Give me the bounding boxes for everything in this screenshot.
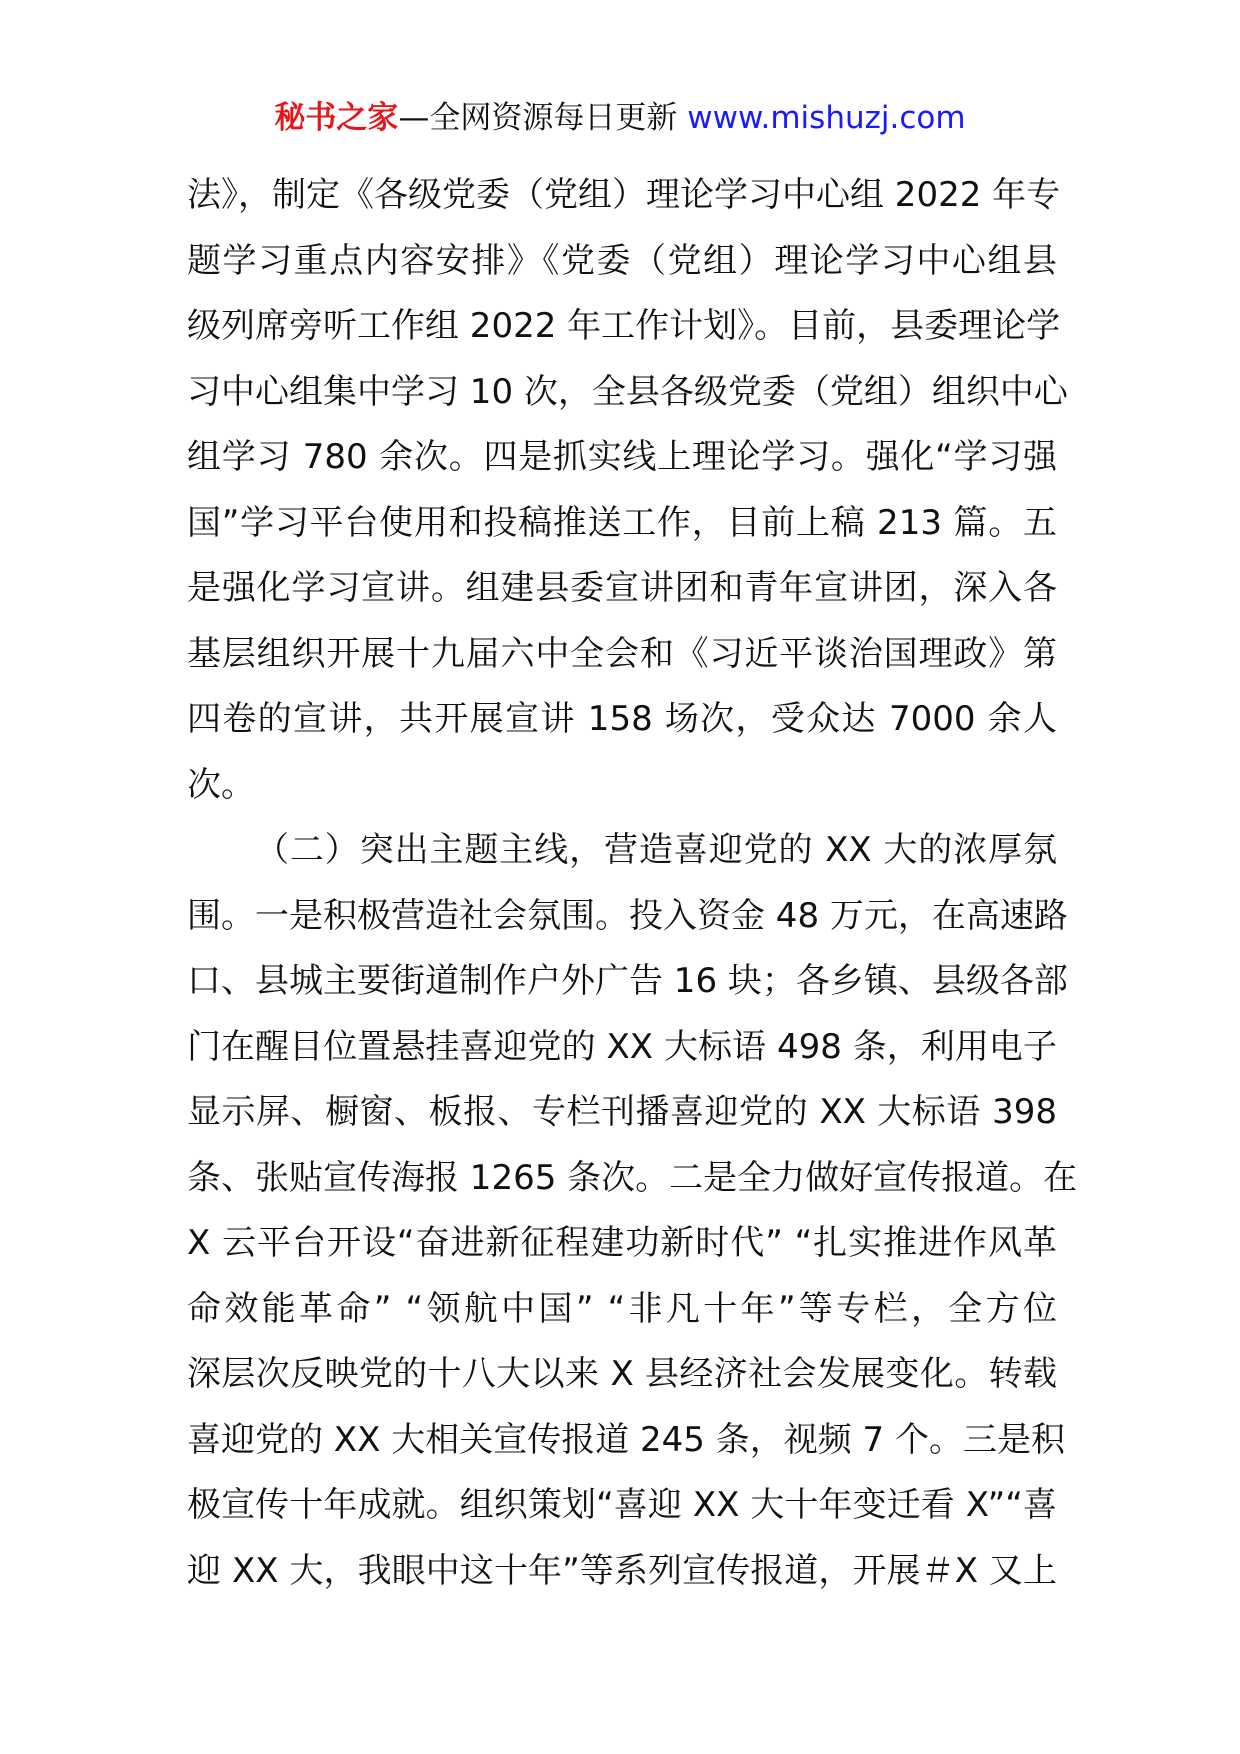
text-line: 法》，制定《各级党委（党组）理论学习中心组 2022 年专 (187, 175, 1061, 215)
text-line: 级列席旁听工作组 2022 年工作计划》。目前，县委理论学 (187, 306, 1061, 346)
text-line: 深层次反映党的十八大以来 X 县经济社会发展变化。转载 (187, 1354, 1057, 1394)
text-line: 围。一是积极营造社会氛围。投入资金 48 万元，在高速路 (187, 895, 1068, 936)
text-line: 是强化学习宣讲。组建县委宣讲团和青年宣讲团，深入各 (187, 568, 1057, 608)
header-tagline: —全网资源每日更新 (398, 100, 688, 136)
text-line: 命效能革命” “领航中国” “非凡十年”等专栏，全方位 (187, 1288, 1057, 1329)
text-line: 基层组织开展十九届六中全会和《习近平谈治国理政》第 (187, 633, 1057, 674)
header-url-link[interactable]: www.mishuzj.com (687, 100, 966, 136)
text-line: 四卷的宣讲，共开展宣讲 158 场次，受众达 7000 余人 (187, 699, 1057, 739)
document-body (187, 163, 1078, 1604)
text-line: 国”学习平台使用和投稿推送工作，目前上稿 213 篇。五 (187, 502, 1057, 543)
text-line: 门在醒目位置悬挂喜迎党的 XX 大标语 498 条，利用电子 (187, 1026, 1057, 1067)
text-line: 条、张贴宣传海报 1265 条次。二是全力做好宣传报道。在 (187, 1157, 1078, 1198)
text-line: 极宣传十年成就。组织策划“喜迎 XX 大十年变迁看 X”“喜 (187, 1485, 1057, 1525)
text-line: 习中心组集中学习 10 次，全县各级党委（党组）组织中心 (187, 371, 1068, 412)
text-line: X 云平台开设“奋进新征程建功新时代” “扎实推进作风革 (187, 1223, 1057, 1263)
text-line: 显示屏、橱窗、板报、专栏刊播喜迎党的 XX 大标语 398 (187, 1092, 1057, 1132)
text-line: 喜迎党的 XX 大相关宣传报道 245 条，视频 7 个。三是积 (187, 1419, 1065, 1460)
text-line: 题学习重点内容安排》《党委（党组）理论学习中心组县 (187, 240, 1057, 281)
header-brand: 秘书之家 (274, 100, 399, 136)
text-line: 迎 XX 大，我眼中这十年”等系列宣传报道，开展＃X 又上 (187, 1550, 1057, 1591)
section-heading-line: （二）突出主题主线，营造喜迎党的 XX 大的浓厚氛 (255, 830, 1057, 870)
text-line: 口、县城主要街道制作户外广告 16 块；各乡镇、县级各部 (187, 961, 1068, 1001)
text-line: 组学习 780 余次。四是抓实线上理论学习。强化“学习强 (187, 437, 1057, 477)
page-header (0, 98, 1240, 138)
text-line: 次。 (187, 764, 255, 805)
